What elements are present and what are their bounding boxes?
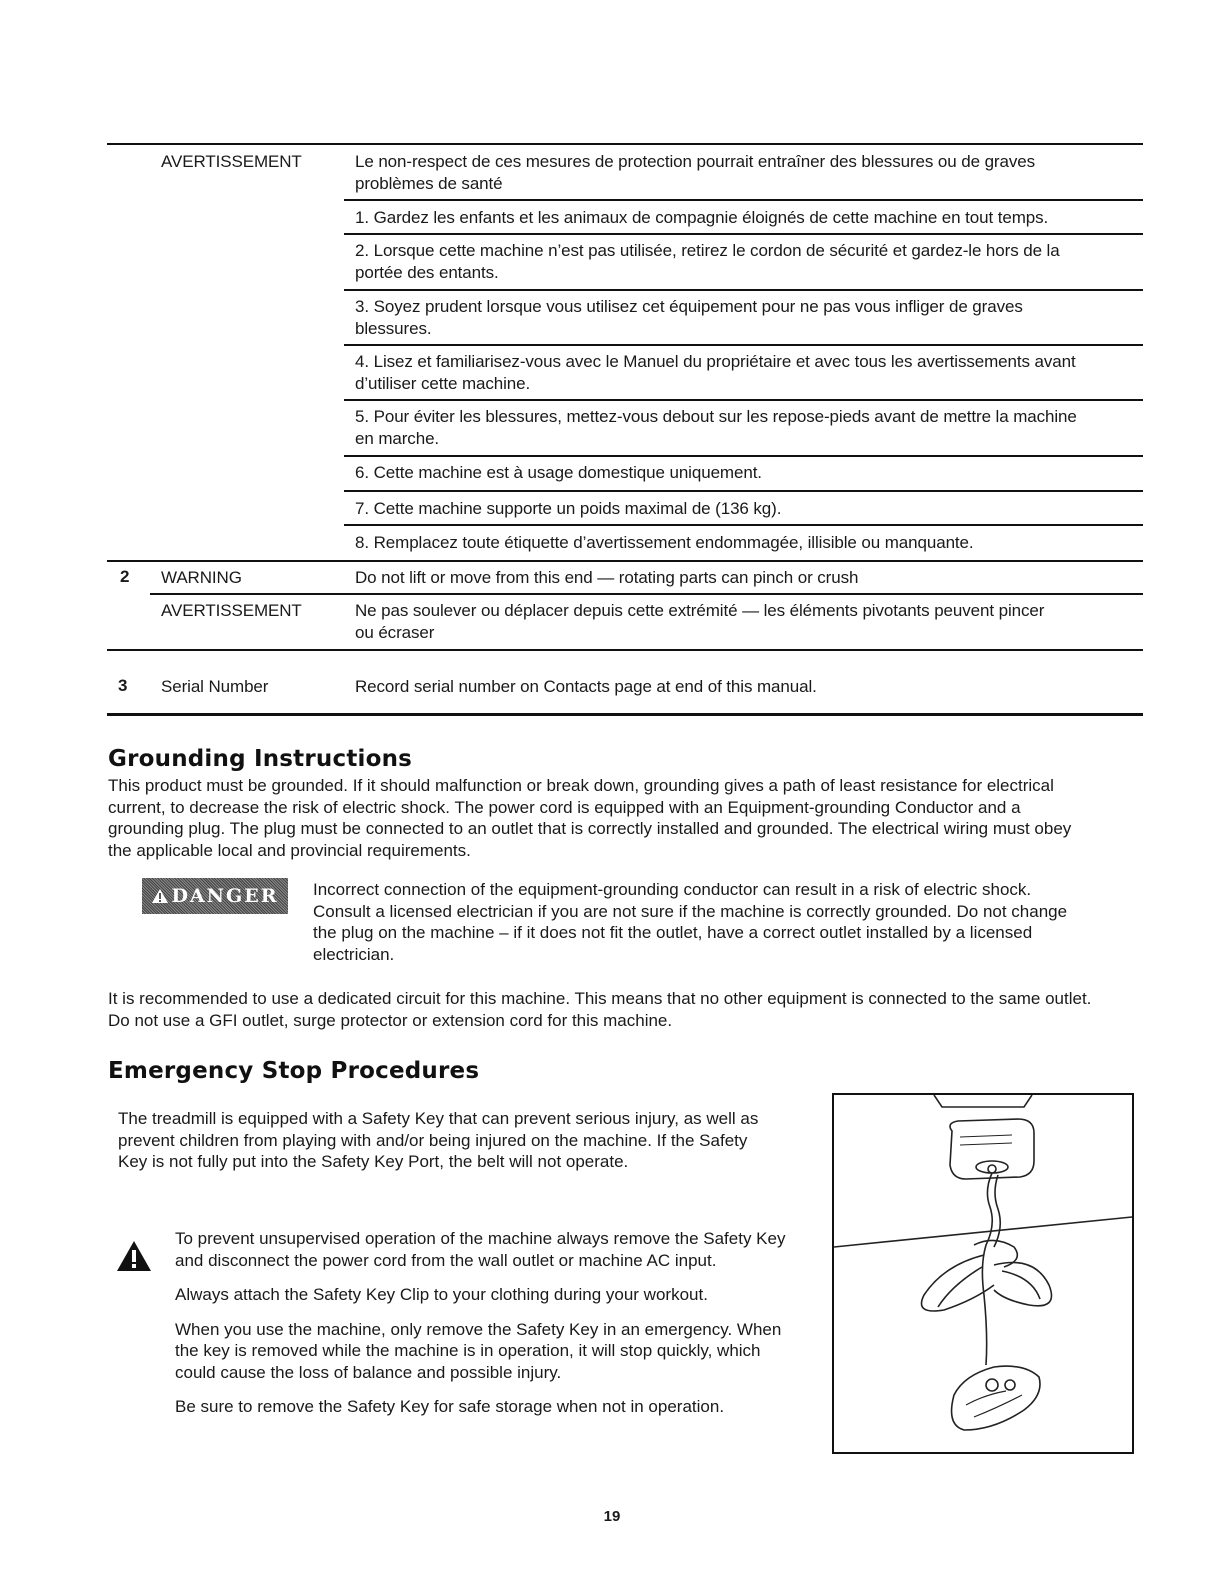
- row1-item-4: 4. Lisez et familiarisez-vous avec le Manuel du propriétaire et avec tous les avertissements avant: [355, 352, 1076, 371]
- emergency-title: Emergency Stop Procedures: [108, 1058, 480, 1084]
- emergency-intro: [118, 1108, 758, 1173]
- row-rule: [107, 560, 1143, 562]
- row1-item-4-cont: d’utiliser cette machine.: [355, 374, 531, 393]
- table-bottom-rule: [107, 713, 1143, 716]
- intro-line: Key is not fully put into the Safety Key Port, the belt will not operate.: [118, 1152, 629, 1171]
- warning-line: Always attach the Safety Key Clip to your clothing during your workout.: [175, 1285, 708, 1304]
- row1-item-1: 1. Gardez les enfants et les animaux de compagnie éloignés de cette machine en tout temps.: [355, 208, 1049, 227]
- row-rule: [344, 524, 1143, 526]
- intro-line: prevent children from playing with and/or being injured on the machine. If the Safety: [118, 1130, 748, 1150]
- row-rule: [344, 399, 1143, 401]
- danger-line: Consult a licensed electrician if you are not sure if the machine is correctly grounded. Do not change: [313, 901, 1068, 921]
- row1-item-5: 5. Pour éviter les blessures, mettez-vous debout sur les repose-pieds avant de mettre la machine: [355, 407, 1077, 426]
- danger-line: Incorrect connection of the equipment-grounding conductor can result in a risk of electric shock.: [313, 880, 1032, 899]
- row-rule: [344, 233, 1143, 235]
- row1-label: AVERTISSEMENT: [161, 152, 302, 171]
- grounding-line: This product must be grounded. If it should malfunction or break down, grounding gives a path of least resistance for electrical: [108, 776, 1054, 795]
- grounding-line: the applicable local and provincial requirements.: [108, 840, 471, 860]
- danger-label: DANGER: [171, 885, 279, 907]
- row-rule: [344, 289, 1143, 291]
- row1-item-3: 3. Soyez prudent lorsque vous utilisez cet équipement pour ne pas vous infliger de graves: [355, 297, 1023, 316]
- danger-line: the plug on the machine – if it does not fit the outlet, have a correct outlet installed by a licensed: [313, 923, 1033, 942]
- safety-key-illustration: [832, 1093, 1134, 1454]
- row1-intro: Le non-respect de ces mesures de protection pourrait entraîner des blessures ou de graves: [355, 152, 1035, 171]
- table-top-rule: [107, 143, 1143, 145]
- grounding-line: current, to decrease the risk of electric shock. The power cord is equipped with an Equipment-grounding Conductor and a: [108, 797, 1021, 817]
- warning-triangle-icon: [151, 888, 169, 904]
- row1-item-2: 2. Lorsque cette machine n’est pas utilisée, retirez le cordon de sécurité et gardez-le hors de la: [355, 241, 1060, 260]
- row-rule: [344, 199, 1143, 201]
- row3-text: Record serial number on Contacts page at end of this manual.: [355, 677, 817, 696]
- warning-line: To prevent unsupervised operation of the machine always remove the Safety Key: [175, 1229, 786, 1248]
- row-rule: [344, 455, 1143, 457]
- note-line: It is recommended to use a dedicated circuit for this machine. This means that no other equipment is connected to the same outlet.: [108, 989, 1092, 1008]
- row2-text: Do not lift or move from this end — rotating parts can pinch or crush: [355, 568, 859, 587]
- warning-line: Be sure to remove the Safety Key for safe storage when not in operation.: [175, 1397, 725, 1416]
- row1-item-7: 7. Cette machine supporte un poids maximal de (136 kg).: [355, 499, 782, 518]
- danger-line: electrician.: [313, 944, 395, 964]
- grounding-line: grounding plug. The plug must be connected to an outlet that is correctly installed and grounded. The electrical wiring must obey: [108, 819, 1072, 838]
- row1-item-2-cont: portée des entants.: [355, 263, 499, 282]
- intro-line: The treadmill is equipped with a Safety Key that can prevent serious injury, as well as: [118, 1109, 759, 1128]
- row3-number: 3: [118, 676, 128, 695]
- warning-line: could cause the loss of balance and possible injury.: [175, 1362, 562, 1382]
- row-rule: [107, 649, 1143, 651]
- grounding-paragraph: [108, 775, 1071, 861]
- safety-key-drawing: [834, 1095, 1132, 1452]
- grounding-title: Grounding Instructions: [108, 746, 413, 772]
- row3-label: Serial Number: [161, 677, 269, 696]
- row1-item-8: 8. Remplacez toute étiquette d’avertissement endommagée, illisible ou manquante.: [355, 533, 974, 552]
- warning-line: When you use the machine, only remove the Safety Key in an emergency. When: [175, 1319, 782, 1339]
- row1-item-6: 6. Cette machine est à usage domestique uniquement.: [355, 463, 762, 482]
- row2-fr-label: AVERTISSEMENT: [161, 601, 302, 620]
- danger-badge: [142, 878, 288, 914]
- row-rule: [150, 593, 1143, 595]
- row2-fr-text-cont: ou écraser: [355, 623, 435, 642]
- safety-key-warnings: [175, 1228, 785, 1418]
- row1-item-5-cont: en marche.: [355, 429, 440, 448]
- note-line: Do not use a GFI outlet, surge protector or extension cord for this machine.: [108, 1010, 673, 1030]
- danger-text: [313, 879, 1067, 965]
- warning-triangle-icon: [116, 1240, 152, 1272]
- row2-label: WARNING: [161, 568, 242, 587]
- row2-fr-text: Ne pas soulever ou déplacer depuis cette extrémité — les éléments pivotants peuvent pincer: [355, 601, 1045, 620]
- dedicated-circuit-note: [108, 988, 1091, 1031]
- row1-item-3-cont: blessures.: [355, 319, 432, 338]
- warning-line: and disconnect the power cord from the wall outlet or machine AC input.: [175, 1250, 717, 1270]
- page-number: 19: [603, 1508, 621, 1525]
- row-rule: [344, 490, 1143, 492]
- row2-number: 2: [120, 567, 130, 586]
- row1-intro-2: problèmes de santé: [355, 174, 503, 193]
- warning-line: the key is removed while the machine is in operation, it will stop quickly, which: [175, 1341, 761, 1360]
- row-rule: [344, 344, 1143, 346]
